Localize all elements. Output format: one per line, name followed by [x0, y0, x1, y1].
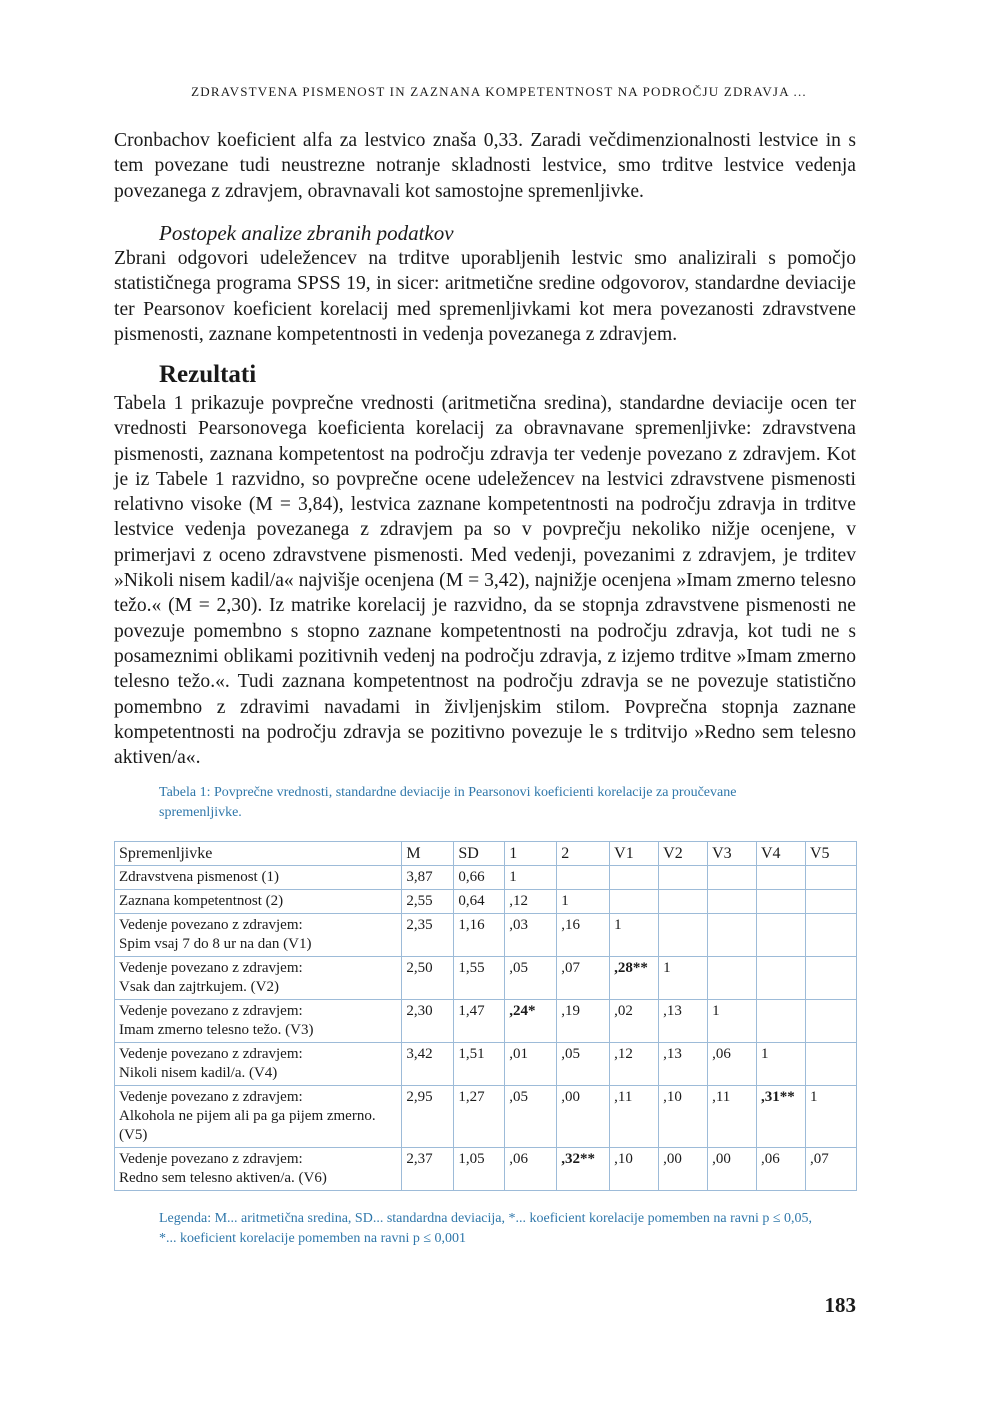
subsection-heading: Postopek analize zbranih podatkov	[159, 221, 454, 245]
row-label-line: Zdravstvena pismenost (1)	[119, 869, 279, 885]
table-cell: 2,37	[402, 1148, 454, 1191]
page-number: 183	[824, 1293, 856, 1317]
table-header-cell: 2	[557, 842, 610, 866]
table-cell: 3,42	[402, 1043, 454, 1086]
table-cell	[610, 866, 659, 890]
body-paragraph-3	[114, 391, 856, 770]
row-label-line: Vsak dan zajtrkujem. (V2)	[119, 979, 279, 995]
table-header-cell: 1	[505, 842, 557, 866]
table-cell	[659, 890, 708, 914]
table-cell: 0,64	[454, 890, 505, 914]
table-cell: ,13	[659, 1043, 708, 1086]
table-cell	[659, 866, 708, 890]
table-cell: ,01	[505, 1043, 557, 1086]
row-label-cell	[115, 1086, 402, 1148]
section-heading: Rezultati	[159, 361, 257, 388]
table-header-cell: M	[402, 842, 454, 866]
table-cell: 1	[557, 890, 610, 914]
row-label-line: Nikoli nisem kadil/a. (V4)	[119, 1065, 278, 1081]
table-cell: 1	[708, 1000, 757, 1043]
table-cell: ,00	[708, 1148, 757, 1191]
table-cell: 3,87	[402, 866, 454, 890]
table-cell: ,06	[505, 1148, 557, 1191]
row-label-line: Redno sem telesno aktiven/a. (V6)	[119, 1170, 327, 1186]
running-header: ZDRAVSTVENA PISMENOST IN ZAZNANA KOMPETENTNOST NA PODROČJU ZDRAVJA ...	[191, 84, 807, 99]
row-label-line: Spim vsaj 7 do 8 ur na dan (V1)	[119, 936, 312, 952]
paragraph-text: Zbrani odgovori udeležencev na trditve uporabljenih lestvic smo analizirali s pomočjo statističnega programa SPSS 19, in sicer: aritmetične sredine odgovorov, standardne deviacije ter Pearsonov koeficient korelacij med spremenljivkami kot mera povezanosti zdravstvene pismenosti, zaznane kompetentnosti in vedenja povezanega z zdravjem.	[114, 248, 856, 345]
table-cell: ,02	[610, 1000, 659, 1043]
table-cell: 2,95	[402, 1086, 454, 1148]
table-cell	[805, 1000, 856, 1043]
table-header-cell: V1	[610, 842, 659, 866]
row-label-cell	[115, 1043, 402, 1086]
table-cell: ,31**	[756, 1086, 805, 1148]
table-cell	[805, 1043, 856, 1086]
table-cell	[708, 866, 757, 890]
table-cell: 1,55	[454, 957, 505, 1000]
table-cell: ,24*	[505, 1000, 557, 1043]
table-header-cell: SD	[454, 842, 505, 866]
row-label-line: Alkohola ne pijem ali pa ga pijem zmerno.	[119, 1108, 376, 1124]
table-cell	[756, 914, 805, 957]
table-cell: ,10	[659, 1086, 708, 1148]
row-label-line: Vedenje povezano z zdravjem:	[119, 1151, 303, 1167]
table-legend: Legenda: M... aritmetična sredina, SD... standardna deviacija, *... koeficient korelacije pomemben na ravni p ≤ 0,05, *... koeficient korelacije pomemben na ravni p ≤ 0,001	[159, 1211, 813, 1246]
row-label-line: Vedenje povezano z zdravjem:	[119, 1003, 303, 1019]
table-cell	[557, 866, 610, 890]
table-cell: 2,55	[402, 890, 454, 914]
row-label-cell	[115, 957, 402, 1000]
row-label-line: Vedenje povezano z zdravjem:	[119, 1089, 303, 1105]
table-row	[115, 957, 857, 1000]
table-cell: ,13	[659, 1000, 708, 1043]
table-caption: Tabela 1: Povprečne vrednosti, standardne deviacije in Pearsonovi koeficienti korelacije za proučevane spremenljivke.	[159, 785, 737, 820]
table-cell: 1,51	[454, 1043, 505, 1086]
row-label-cell	[115, 890, 402, 914]
table-row	[115, 914, 857, 957]
row-label-cell	[115, 866, 402, 890]
table-cell: ,12	[610, 1043, 659, 1086]
row-label-cell	[115, 1000, 402, 1043]
table-cell	[610, 890, 659, 914]
row-label-cell	[115, 914, 402, 957]
table-cell: ,16	[557, 914, 610, 957]
table-cell: 1	[659, 957, 708, 1000]
table-row	[115, 1043, 857, 1086]
table-cell: ,05	[505, 957, 557, 1000]
table-cell	[708, 957, 757, 1000]
body-paragraph-2	[114, 246, 856, 347]
row-label-line: Vedenje povezano z zdravjem:	[119, 1046, 303, 1062]
table-cell	[805, 914, 856, 957]
table-cell: 1	[805, 1086, 856, 1148]
table-cell: 0,66	[454, 866, 505, 890]
paragraph-text: Cronbachov koeficient alfa za lestvico znaša 0,33. Zaradi večdimenzionalnosti lestvice in s tem povezane tudi neustrezne notranje skladnosti lestvice, smo trditve lestvice vedenja povezanega z zdravjem, obravnavali kot samostojne spremenljivke.	[114, 130, 856, 202]
table-cell	[708, 914, 757, 957]
table-cell: ,03	[505, 914, 557, 957]
table-row	[115, 1086, 857, 1148]
table-cell: ,11	[610, 1086, 659, 1148]
table-cell: 1,47	[454, 1000, 505, 1043]
table-cell: ,19	[557, 1000, 610, 1043]
table-cell	[805, 866, 856, 890]
table-header-cell: V3	[708, 842, 757, 866]
row-label-line: Vedenje povezano z zdravjem:	[119, 960, 303, 976]
paragraph-text: Tabela 1 prikazuje povprečne vrednosti (aritmetična sredina), standardne deviacije ocen ter vrednosti Pearsonovega koeficienta korelacij za obravnavane spremenljivke: zdravstvena pismenosti, zaznana kompetentost na področju zdravja ter vedenje povezano z zdravjem. Kot je iz Tabele 1 razvidno, so povprečne ocene udeležencev na lestvici zdravstvene pismenosti relativno visoke (M = 3,84), lestvica zaznane kompetentnosti na področju zdravja in trditve lestvice vedenja povezanega z zdravjem pa so v povprečju nekoliko nižje ocenjene, v primerjavi z oceno zdravstvene pismenosti. Med vedenji, povezanimi z zdravjem, je trditev »Nikoli nisem kadil/a« najvišje ocenjena (M = 3,42), najnižje ocenjena »Imam zmerno telesno težo.« (M = 2,30). Iz matrike korelacij je razvidno, da se stopnja zdravstvene pismenosti ne povezuje pomembno s stopno zaznane kompetentnosti na področju zdravja, kot tudi ne s posameznimi oblikami pozitivnih vedenj na področju zdravja, z izjemo trditve »Imam zmerno telesno težo.«. Tudi zaznana kompetentnost na področju zdravja se ne povezuje statistično pomembno z zdravimi navadami in življenjskim stilom. Povprečna stopnja zaznane kompetentnosti na področju zdravja se pozitivno povezuje le s trditvijo »Redno sem telesno aktiven/a«.	[114, 393, 856, 769]
table-row	[115, 866, 857, 890]
table-header-cell: V4	[756, 842, 805, 866]
table-cell: 1,16	[454, 914, 505, 957]
row-label-line: Imam zmerno telesno težo. (V3)	[119, 1022, 314, 1038]
table-cell: 1,05	[454, 1148, 505, 1191]
table-cell: 1	[756, 1043, 805, 1086]
table-cell	[708, 890, 757, 914]
row-label-line: (V5)	[119, 1127, 148, 1143]
table-cell	[805, 957, 856, 1000]
table-cell: ,05	[557, 1043, 610, 1086]
table-cell: ,06	[756, 1148, 805, 1191]
table-cell: ,06	[708, 1043, 757, 1086]
table-cell: 1	[610, 914, 659, 957]
table-cell	[756, 957, 805, 1000]
correlation-table	[114, 841, 857, 1191]
table-row	[115, 1148, 857, 1191]
table-cell: ,07	[557, 957, 610, 1000]
table-cell	[805, 890, 856, 914]
table-header-cell: V2	[659, 842, 708, 866]
table-cell: 2,30	[402, 1000, 454, 1043]
row-label-line: Zaznana kompetentnost (2)	[119, 893, 284, 909]
table-cell	[659, 914, 708, 957]
table-cell: 2,35	[402, 914, 454, 957]
table-cell: ,07	[805, 1148, 856, 1191]
table-cell: ,32**	[557, 1148, 610, 1191]
row-label-cell	[115, 1148, 402, 1191]
table-cell: ,10	[610, 1148, 659, 1191]
table-cell	[756, 1000, 805, 1043]
table-cell	[756, 890, 805, 914]
table-cell: ,12	[505, 890, 557, 914]
table-cell: 2,50	[402, 957, 454, 1000]
table-header-cell: Spremenljivke	[115, 842, 402, 866]
table-header-row	[115, 842, 857, 866]
table-header-cell: V5	[805, 842, 856, 866]
table-row	[115, 890, 857, 914]
table-row	[115, 1000, 857, 1043]
body-paragraph-1	[114, 128, 856, 204]
table-cell: 1,27	[454, 1086, 505, 1148]
table-cell: ,28**	[610, 957, 659, 1000]
table-cell: ,05	[505, 1086, 557, 1148]
table-cell	[756, 866, 805, 890]
row-label-line: Vedenje povezano z zdravjem:	[119, 917, 303, 933]
table-cell: 1	[505, 866, 557, 890]
table-cell: ,00	[557, 1086, 610, 1148]
table-cell: ,11	[708, 1086, 757, 1148]
table-cell: ,00	[659, 1148, 708, 1191]
